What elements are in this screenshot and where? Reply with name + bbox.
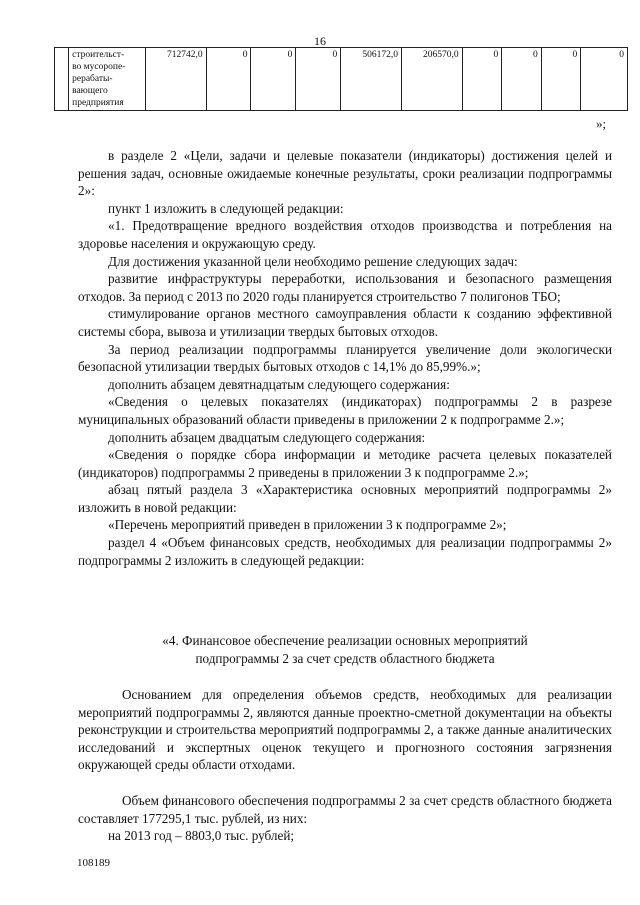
paragraph: «1. Предотвращение вредного воздействия отходов производства и потребления на здоровье населения и окружающую среду.	[78, 218, 612, 251]
table-row	[55, 48, 628, 111]
document-body	[78, 147, 612, 569]
paragraph: абзац пятый раздела 3 «Характеристика основных мероприятий подпрограммы 2» изложить в новой редакции:	[78, 482, 612, 515]
table-cell-value: 0	[296, 48, 341, 111]
table-label-line: во мусоропе-	[72, 62, 126, 72]
page-number: 16	[314, 34, 326, 48]
paragraph: раздел 4 «Объем финансовых средств, необходимых для реализации подпрограммы 2» подпрограммы 2 изложить в следующей редакции:	[78, 535, 612, 568]
paragraph: «Сведения о целевых показателях (индикаторах) подпрограммы 2 в разрезе муниципальных образований области приведены в приложении 2 к подпрограмме 2.»;	[78, 394, 612, 427]
paragraph: «Сведения о порядке сбора информации и методике расчета целевых показателей (индикаторов) подпрограммы 2 приведены в приложении 3 к подпрограмме 2.»;	[78, 447, 612, 480]
table-cell-value: 0	[462, 48, 502, 111]
continued-table	[54, 47, 628, 111]
table-cell-value: 0	[251, 48, 296, 111]
paragraph: За период реализации подпрограммы планируется увеличение доли экологически безопасной утилизации твердых бытовых отходов с 14,1% до 85,99%.»;	[78, 341, 612, 375]
paragraph: Объем финансового обеспечения подпрограммы 2 за счет средств областного бюджета составляет 177295,1 тыс. рублей, из них:	[78, 793, 612, 826]
basis-paragraph-block	[78, 686, 612, 774]
table-cell-value: 0	[502, 48, 542, 111]
section-heading-line: «4. Финансовое обеспечение реализации основных мероприятий	[162, 633, 528, 648]
table-label-line: рерабаты-	[72, 74, 113, 84]
section-heading-line: подпрограммы 2 за счет средств областного бюджета	[195, 651, 495, 666]
table-label-line: предприятия	[72, 98, 124, 108]
table-label-line: вающего	[72, 86, 108, 96]
table-closing-quote: »;	[596, 116, 607, 131]
table-cell-value: 0	[206, 48, 251, 111]
table-cell-value: 0	[581, 48, 628, 111]
table-cell-value: 206570,0	[401, 48, 462, 111]
paragraph: дополнить абзацем двадцатым следующего содержания:	[108, 429, 426, 445]
funding-paragraph-block	[78, 792, 612, 845]
paragraph: Для достижения указанной цели необходимо решение следующих задач:	[108, 253, 518, 269]
table-cell-value: 0	[541, 48, 581, 111]
footer-code: 108189	[77, 857, 110, 869]
table-cell-value: 712742,0	[145, 48, 206, 111]
table-cell-label	[69, 48, 146, 111]
section-heading	[78, 632, 612, 668]
table-cell-value: 506172,0	[341, 48, 402, 111]
paragraph: пункт 1 изложить в следующей редакции:	[108, 200, 344, 216]
paragraph: в разделе 2 «Цели, задачи и целевые показатели (индикаторы) достижения целей и решения задач, основные ожидаемые конечные результаты, сроки реализации подпрограммы 2»:	[78, 148, 612, 199]
paragraph: Основанием для определения объемов средств, необходимых для реализации мероприятий подпрограммы 2, являются данные проектно-сметной документации на объекты реконструкции и строительства мероприятий подпрограммы 2, а также данные аналитических исследований и экспертных оценок текущего и прогнозного состояния загрязнения окружающей среды области отходами.	[78, 687, 612, 773]
paragraph: «Перечень мероприятий приведен в приложении 3 к подпрограмме 2»;	[108, 517, 507, 533]
paragraph: на 2013 год – 8803,0 тыс. рублей;	[108, 828, 295, 844]
table-label-line: строительст-	[72, 50, 125, 60]
paragraph: стимулирование органов местного самоуправления области к созданию эффективной системы сбора, вывоза и утилизации твердых бытовых отходов.	[78, 306, 612, 339]
paragraph: развитие инфраструктуры переработки, использования и безопасного размещения отходов. За период с 2013 по 2020 годы планируется строительство 7 полигонов ТБО;	[78, 271, 612, 304]
paragraph: дополнить абзацем девятнадцатым следующего содержания:	[108, 376, 450, 392]
table-cell-empty	[55, 48, 69, 111]
